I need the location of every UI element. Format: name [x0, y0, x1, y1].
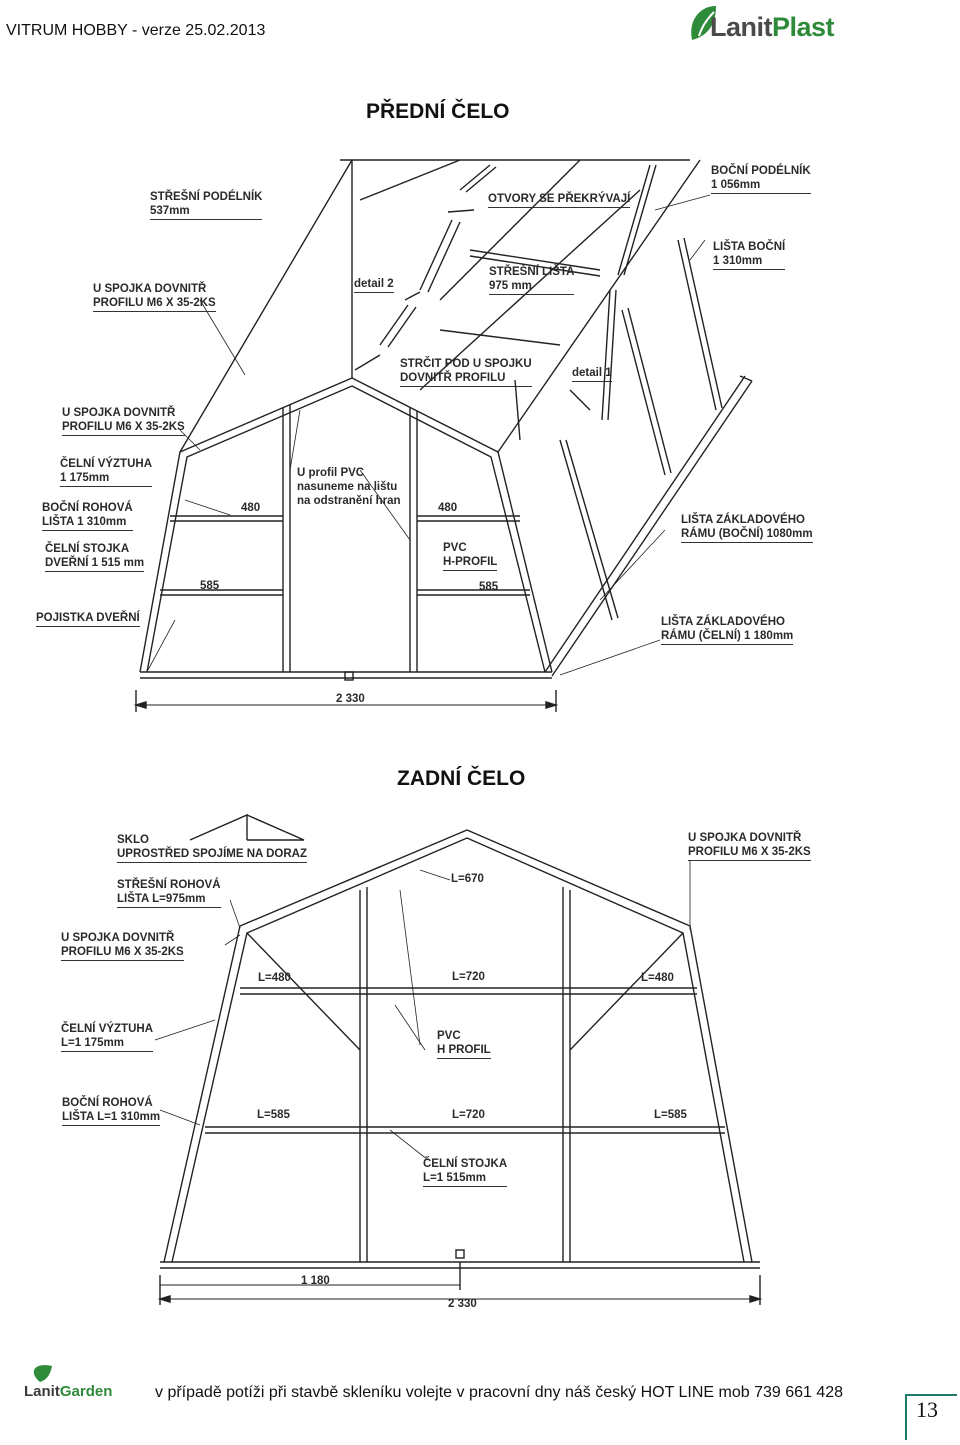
label-strcit: STRČIT POD U SPOJKU DOVNITŘ PROFILU	[400, 357, 532, 387]
dim-l480-right: L=480	[641, 972, 674, 984]
label-sklo: SKLO UPROSTŘED SPOJÍME NA DORAZ	[117, 833, 307, 863]
garden-leaf-icon	[34, 1365, 52, 1382]
dim-l585-right: L=585	[654, 1109, 687, 1121]
dim-l670: L=670	[451, 873, 484, 885]
lanitgarden-logo: LanitGarden	[24, 1383, 113, 1400]
label-lista-zakl-bocni: LIŠTA ZÁKLADOVÉHO RÁMU (BOČNÍ) 1080mm	[681, 513, 813, 543]
label-bocni-rohova-back: BOČNÍ ROHOVÁ LIŠTA L=1 310mm	[62, 1096, 160, 1126]
front-end-title: PŘEDNÍ ČELO	[366, 100, 510, 123]
label-celni-vyztuha-back: ČELNÍ VÝZTUHA L=1 175mm	[61, 1022, 153, 1052]
label-celni-vyztuha: ČELNÍ VÝZTUHA 1 175mm	[60, 457, 152, 487]
label-spojka-right: U SPOJKA DOVNITŘ PROFILU M6 X 35-2KS	[688, 831, 811, 861]
label-lista-bocni: LIŠTA BOČNÍ 1 310mm	[713, 240, 785, 270]
label-spojka-top: U SPOJKA DOVNITŘ PROFILU M6 X 35-2KS	[93, 282, 216, 312]
dim-l585-left: L=585	[257, 1109, 290, 1121]
label-bocni-rohova: BOČNÍ ROHOVÁ LIŠTA 1 310mm	[42, 501, 133, 531]
document-version: VITRUM HOBBY - verze 25.02.2013	[6, 22, 266, 39]
label-lista-zakl-celni: LIŠTA ZÁKLADOVÉHO RÁMU (ČELNÍ) 1 180mm	[661, 615, 793, 645]
label-spojka-left-back: U SPOJKA DOVNITŘ PROFILU M6 X 35-2KS	[61, 931, 184, 961]
dim-585-left: 585	[200, 580, 220, 592]
dim-l480-left: L=480	[258, 972, 291, 984]
hotline-text: v případě potíži při stavbě skleníku volejte v pracovní dny náš český HOT LINE mob 739 661 428	[155, 1384, 844, 1401]
label-otvory: OTVORY SE PŘEKRÝVAJÍ	[488, 192, 630, 208]
lanitplast-logo: LanitPlast	[710, 12, 835, 42]
label-celni-stojka: ČELNÍ STOJKA DVEŘNÍ 1 515 mm	[45, 542, 144, 572]
label-spojka-left: U SPOJKA DOVNITŘ PROFILU M6 X 35-2KS	[62, 406, 185, 436]
label-celni-stojka-back: ČELNÍ STOJKA L=1 515mm	[423, 1157, 507, 1187]
label-pvc-h-back: PVC H PROFIL	[437, 1029, 491, 1059]
dim-back-width: 2 330	[448, 1298, 477, 1310]
dim-front-width: 2 330	[336, 693, 365, 705]
label-stresni-podelnik: STŘEŠNÍ PODÉLNÍK 537mm	[150, 190, 262, 220]
label-stresni-lista: STŘEŠNÍ LIŠTA 975 mm	[489, 265, 574, 295]
dim-l720-bottom: L=720	[452, 1109, 485, 1121]
front-end-drawing	[136, 160, 752, 712]
dim-480-right: 480	[438, 502, 458, 514]
dim-585-right: 585	[479, 581, 499, 593]
back-end-drawing	[155, 815, 760, 1305]
page-number: 13	[916, 1397, 938, 1422]
label-pvc-h-profil: PVC H-PROFIL	[443, 541, 497, 571]
dim-l720-top: L=720	[452, 971, 485, 983]
label-detail-1: detail 1	[572, 366, 612, 382]
label-stresni-rohova: STŘEŠNÍ ROHOVÁ LIŠTA L=975mm	[117, 878, 221, 908]
label-bocni-podelnik: BOČNÍ PODÉLNÍK 1 056mm	[711, 164, 811, 194]
back-end-title: ZADNÍ ČELO	[397, 767, 526, 790]
label-u-profil-pvc: U profil PVC nasuneme na lištu na odstranění hran	[297, 467, 401, 507]
label-detail-2: detail 2	[354, 277, 394, 293]
dim-480-left: 480	[241, 502, 261, 514]
label-pojistka: POJISTKA DVEŘNÍ	[36, 611, 140, 627]
dim-1180: 1 180	[301, 1275, 330, 1287]
